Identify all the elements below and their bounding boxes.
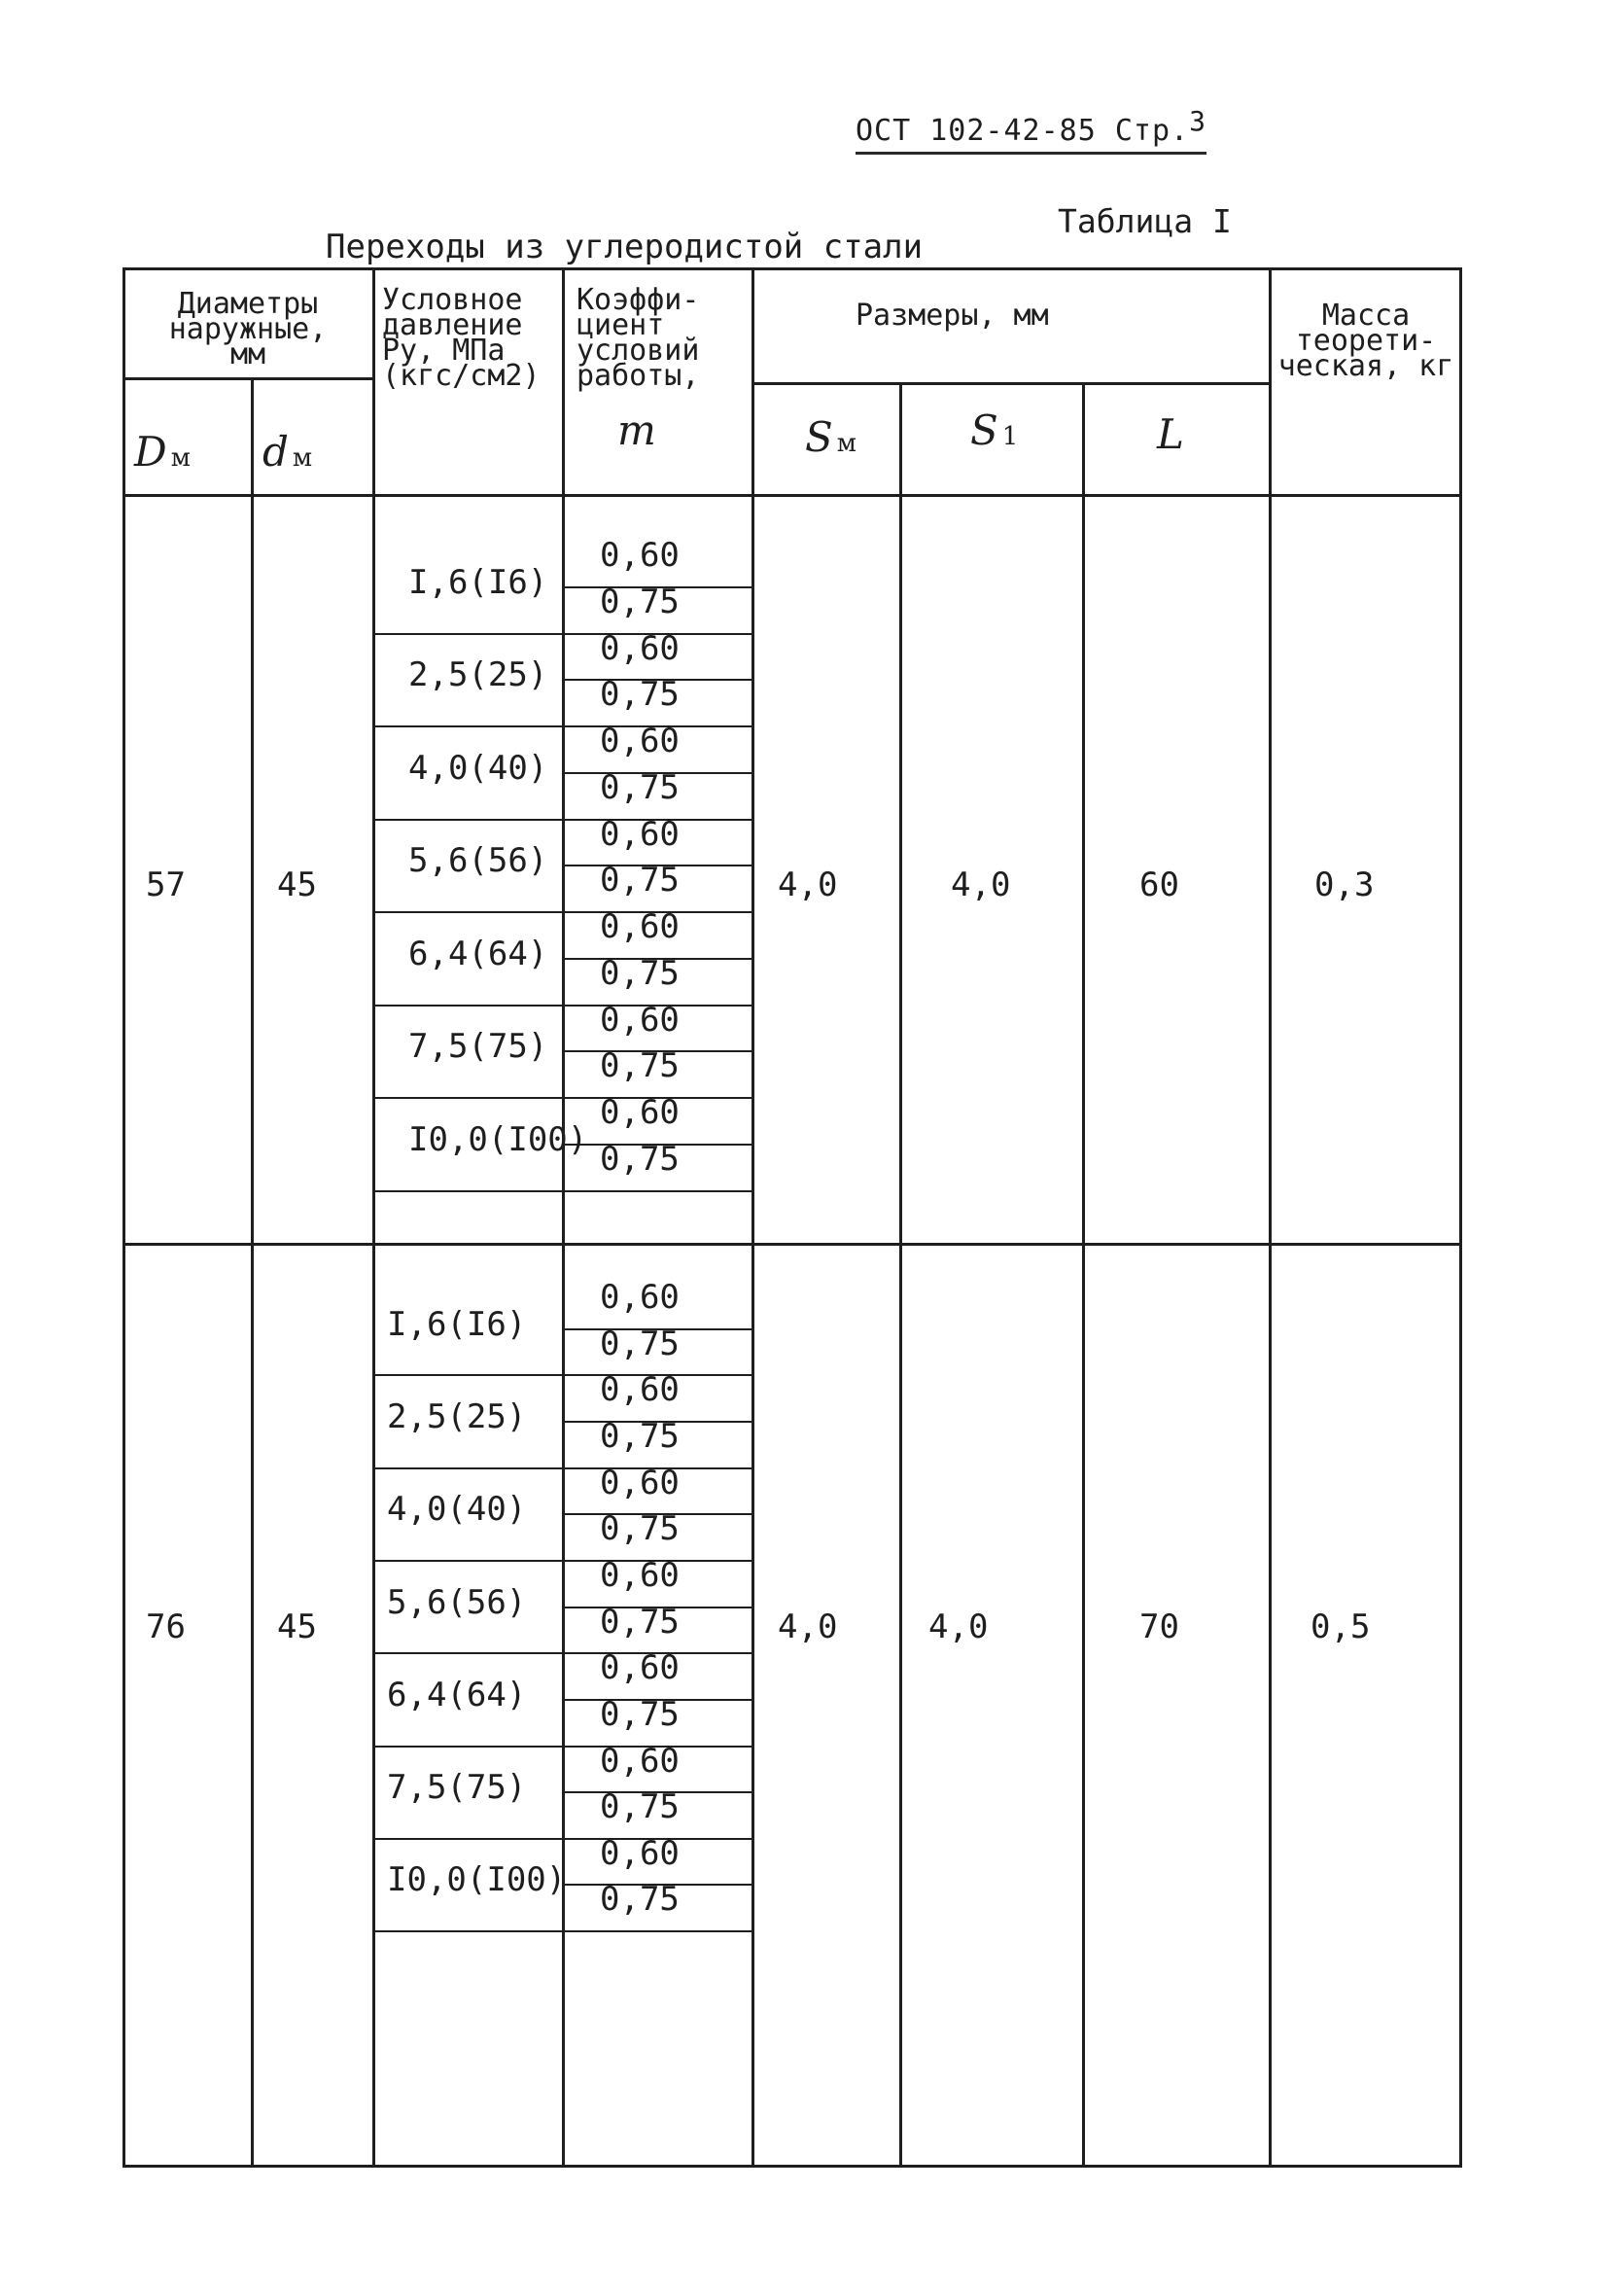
coef-value: 0,75 [600, 1787, 680, 1827]
pressure-value: I0,0(I00) [387, 1860, 567, 1900]
coef-separator [562, 1144, 752, 1146]
coef-value: 0,75 [600, 1324, 680, 1363]
coef-value: 0,60 [600, 1555, 680, 1595]
pressure-separator [372, 1374, 752, 1376]
coef-value: 0,75 [600, 1416, 680, 1456]
pressure-separator [372, 725, 752, 727]
cell-mass: 0,5 [1311, 1607, 1371, 1646]
coef-separator [562, 1050, 752, 1052]
coef-value: 0,60 [600, 1833, 680, 1873]
pressure-separator [372, 1652, 752, 1654]
coef-separator [562, 1328, 752, 1330]
coef-value: 0,75 [600, 1694, 680, 1734]
pressure-separator [372, 633, 752, 635]
coef-separator [562, 1884, 752, 1886]
pressure-separator [372, 1746, 752, 1748]
coef-value: 0,60 [600, 1000, 680, 1040]
pressure-value: I0,0(I00) [408, 1119, 588, 1159]
coef-value: 0,75 [600, 767, 680, 807]
column-line [1082, 382, 1085, 2165]
header-code: ОСТ 102-42-85 Стр. [856, 114, 1190, 148]
pressure-separator [372, 1838, 752, 1840]
group-separator [122, 1243, 1462, 1246]
table-border-bottom [122, 2165, 1462, 2168]
header-sizes: Размеры, мм [856, 299, 1049, 333]
header-separator [122, 377, 372, 380]
header-d: dм [262, 428, 313, 476]
column-line [752, 267, 754, 2165]
coef-value: 0,75 [600, 1046, 680, 1086]
pressure-separator [372, 1097, 752, 1099]
coef-value: 0,60 [600, 907, 680, 946]
pressure-value: 4,0(40) [387, 1490, 527, 1530]
cell-d: 45 [277, 1607, 317, 1646]
cell-D: 76 [146, 1607, 186, 1646]
table-border-left [122, 267, 125, 2168]
header-pressure: Условное давление Ру, МПа (кгс/см2) [382, 283, 541, 393]
coef-separator [562, 772, 752, 774]
coef-value: 0,60 [600, 1370, 680, 1410]
cell-Sm: 4,0 [778, 865, 838, 904]
coef-separator [562, 1791, 752, 1793]
header-coef-symbol: m [617, 406, 656, 454]
table-label: Таблица I [1058, 202, 1232, 240]
header-Sm: Sм [805, 413, 857, 461]
pressure-value: 2,5(25) [408, 655, 548, 695]
coef-value: 0,75 [600, 582, 680, 621]
header-coef: Коэффи- циент условий работы, [577, 283, 700, 393]
coef-separator [562, 586, 752, 588]
coef-value: 0,75 [600, 1880, 680, 1920]
pressure-value: 7,5(75) [408, 1027, 548, 1067]
pressure-value: 2,5(25) [387, 1396, 527, 1436]
coef-value: 0,60 [600, 628, 680, 668]
pressure-separator [372, 819, 752, 821]
cell-S1: 4,0 [928, 1607, 989, 1646]
coef-separator [562, 1421, 752, 1423]
header-separator [752, 382, 1269, 385]
cell-L: 60 [1139, 865, 1179, 904]
coef-separator [562, 1607, 752, 1608]
column-line [1269, 267, 1272, 2165]
column-line [899, 382, 902, 2165]
coef-separator [562, 1513, 752, 1515]
pressure-value: 7,5(75) [387, 1768, 527, 1808]
coef-value: 0,75 [600, 675, 680, 715]
coef-value: 0,60 [600, 814, 680, 854]
cell-L: 70 [1139, 1607, 1179, 1646]
cell-mass: 0,3 [1314, 865, 1375, 904]
header-separator [122, 494, 1462, 497]
coef-separator [562, 1699, 752, 1701]
header-D: Dм [134, 428, 191, 476]
coef-value: 0,60 [600, 1741, 680, 1781]
coef-separator [562, 958, 752, 960]
pressure-value: I,6(I6) [387, 1304, 527, 1344]
coef-value: 0,60 [600, 722, 680, 760]
document-header [856, 105, 1206, 155]
coef-value: 0,75 [600, 1139, 680, 1179]
coef-value: 0,60 [600, 1463, 680, 1502]
pressure-separator [372, 911, 752, 913]
pressure-value: 6,4(64) [408, 934, 548, 973]
coef-value: 0,60 [600, 1648, 680, 1688]
coef-separator [562, 865, 752, 866]
pressure-separator [372, 1560, 752, 1562]
coef-value: 0,60 [600, 536, 680, 575]
pressure-separator [372, 1467, 752, 1469]
table-caption: Переходы из углеродистой стали [326, 228, 924, 266]
coef-value: 0,75 [600, 953, 680, 993]
cell-Sm: 4,0 [778, 1607, 838, 1646]
coef-value: 0,75 [600, 1602, 680, 1642]
pressure-value: 5,6(56) [387, 1582, 527, 1622]
pressure-value: 4,0(40) [408, 748, 548, 788]
pressure-value: I,6(I6) [408, 562, 548, 602]
pressure-value: 5,6(56) [408, 841, 548, 881]
pressure-separator [372, 1190, 752, 1192]
coef-value: 0,60 [600, 1278, 680, 1317]
header-mass: Масса теорети- ческая, кг [1277, 299, 1454, 383]
pressure-separator [372, 1930, 752, 1932]
coef-value: 0,75 [600, 1509, 680, 1549]
coef-separator [562, 679, 752, 681]
table-border-top [122, 267, 1462, 270]
cell-S1: 4,0 [951, 865, 1011, 904]
table-border-right [1459, 267, 1462, 2168]
pressure-value: 6,4(64) [387, 1675, 527, 1714]
pressure-separator [372, 1005, 752, 1007]
page-number: 3 [1189, 105, 1206, 137]
cell-D: 57 [146, 865, 186, 904]
column-line [251, 377, 254, 2165]
coef-value: 0,60 [600, 1093, 680, 1132]
coef-value: 0,75 [600, 861, 680, 901]
header-S1: S 1 [970, 406, 1019, 454]
cell-d: 45 [277, 865, 317, 904]
header-diameters: Диаметры наружные, мм [168, 287, 328, 371]
header-L: L [1157, 410, 1184, 458]
column-line [372, 267, 375, 2165]
